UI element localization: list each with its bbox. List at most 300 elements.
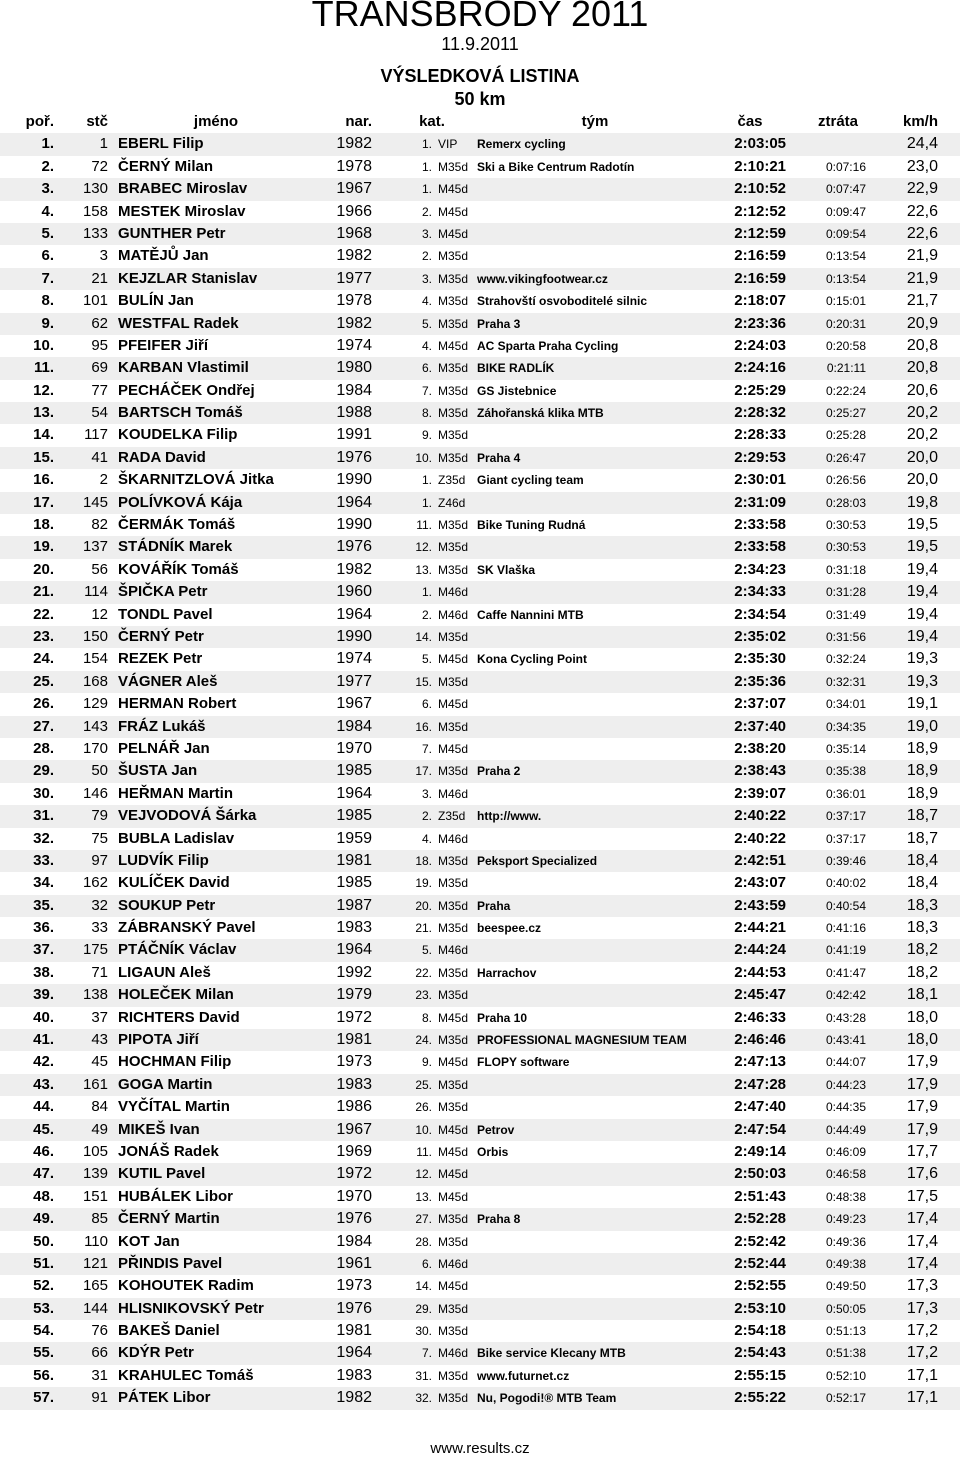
- time-cell: 2:16:59: [734, 269, 786, 287]
- gap-cell: 0:30:53: [825, 540, 866, 555]
- category-cell: M46d: [438, 607, 469, 622]
- category-cell: M35d: [438, 518, 469, 533]
- header-speed: km/h: [902, 113, 938, 130]
- category-cell: M35d: [438, 562, 469, 577]
- time-cell: 2:53:10: [734, 1299, 786, 1317]
- name-cell: ČERNÝ Petr: [118, 627, 204, 645]
- name-cell: JONÁŠ Radek: [118, 1142, 219, 1160]
- speed-cell: 20,8: [906, 336, 938, 354]
- category-cell: M35d: [438, 271, 469, 286]
- name-cell: PFEIFER Jiří: [118, 336, 209, 354]
- time-cell: 2:33:58: [734, 516, 786, 534]
- time-cell: 2:43:07: [734, 874, 786, 892]
- category-cell: M35d: [438, 428, 469, 443]
- category-cell: M35d: [438, 965, 469, 980]
- gap-cell: 0:09:54: [825, 226, 866, 241]
- position-cell: 26.: [33, 695, 54, 713]
- speed-cell: 18,2: [906, 963, 938, 981]
- category-rank-cell: 21.: [415, 921, 432, 936]
- name-cell: KOVÁŘÍK Tomáš: [118, 560, 239, 578]
- category-cell: M45d: [438, 1055, 469, 1070]
- category-cell: M35d: [438, 406, 469, 421]
- category-cell: M35d: [438, 1100, 469, 1115]
- position-cell: 12.: [33, 381, 54, 399]
- category-cell: M35d: [438, 316, 469, 331]
- name-cell: ČERMÁK Tomáš: [118, 516, 236, 534]
- time-cell: 2:55:15: [734, 1366, 786, 1384]
- birth-year-cell: 1981: [336, 851, 372, 869]
- team-cell: AC Sparta Praha Cycling: [477, 338, 619, 353]
- table-row: [0, 1342, 960, 1364]
- category-rank-cell: 25.: [415, 1077, 432, 1092]
- birth-year-cell: 1973: [336, 1277, 372, 1295]
- category-rank-cell: 7.: [421, 741, 432, 756]
- position-cell: 19.: [33, 538, 54, 556]
- team-cell: Praha: [477, 898, 511, 913]
- table-row: [0, 872, 960, 894]
- gap-cell: 0:13:54: [825, 271, 866, 286]
- results-table: [0, 111, 960, 1410]
- bib-cell: 62: [91, 314, 108, 332]
- category-cell: M35d: [438, 674, 469, 689]
- name-cell: VYČÍTAL Martin: [118, 1098, 230, 1116]
- bib-cell: 76: [91, 1322, 108, 1340]
- time-cell: 2:45:47: [734, 986, 786, 1004]
- category-rank-cell: 3.: [421, 226, 432, 241]
- gap-cell: 0:15:01: [825, 294, 866, 309]
- bib-cell: 50: [91, 762, 108, 780]
- category-rank-cell: 20.: [415, 898, 432, 913]
- table-row: [0, 738, 960, 760]
- speed-cell: 17,6: [906, 1165, 938, 1183]
- position-cell: 39.: [33, 986, 54, 1004]
- speed-cell: 18,4: [906, 851, 938, 869]
- category-cell: M35d: [438, 1234, 469, 1249]
- header-position: poř.: [25, 113, 54, 130]
- position-cell: 34.: [33, 874, 54, 892]
- table-row: [0, 604, 960, 626]
- speed-cell: 19,1: [906, 695, 938, 713]
- name-cell: POLÍVKOVÁ Kája: [118, 493, 243, 511]
- table-row: [0, 1365, 960, 1387]
- time-cell: 2:25:29: [734, 381, 786, 399]
- speed-cell: 17,4: [906, 1232, 938, 1250]
- position-cell: 23.: [33, 627, 54, 645]
- speed-cell: 18,7: [906, 829, 938, 847]
- category-rank-cell: 1.: [421, 182, 432, 197]
- table-row: [0, 201, 960, 223]
- gap-cell: 0:40:02: [825, 876, 866, 891]
- speed-cell: 18,7: [906, 807, 938, 825]
- category-rank-cell: 32.: [415, 1391, 432, 1406]
- time-cell: 2:16:59: [734, 247, 786, 265]
- gap-cell: 0:37:17: [825, 831, 866, 846]
- team-cell: Praha 10: [477, 1010, 528, 1025]
- category-rank-cell: 1.: [421, 473, 432, 488]
- bib-cell: 21: [91, 269, 108, 287]
- category-rank-cell: 2.: [421, 607, 432, 622]
- position-cell: 50.: [33, 1232, 54, 1250]
- team-cell: GS Jistebnice: [477, 383, 557, 398]
- bib-cell: 117: [84, 426, 108, 444]
- results-heading: VÝSLEDKOVÁ LISTINA: [380, 66, 580, 86]
- time-cell: 2:28:32: [734, 404, 786, 422]
- position-cell: 7.: [41, 269, 54, 287]
- speed-cell: 20,2: [906, 426, 938, 444]
- category-rank-cell: 12.: [415, 1167, 432, 1182]
- table-row: [0, 716, 960, 738]
- category-rank-cell: 5.: [421, 316, 432, 331]
- position-cell: 29.: [33, 762, 54, 780]
- event-date: 11.9.2011: [441, 34, 519, 54]
- position-cell: 22.: [33, 605, 54, 623]
- category-rank-cell: 11.: [416, 1144, 432, 1159]
- bib-cell: 145: [82, 493, 108, 511]
- position-cell: 8.: [41, 292, 54, 310]
- table-row: [0, 1186, 960, 1208]
- team-cell: Petrov: [477, 1122, 515, 1137]
- speed-cell: 17,5: [906, 1187, 938, 1205]
- category-cell: Z35d: [438, 473, 466, 488]
- gap-cell: 0:36:01: [825, 786, 866, 801]
- name-cell: MESTEK Miroslav: [118, 202, 246, 220]
- category-cell: M46d: [438, 831, 469, 846]
- position-cell: 51.: [33, 1254, 54, 1272]
- bib-cell: 95: [91, 336, 108, 354]
- table-header: [0, 111, 960, 133]
- table-row: [0, 760, 960, 782]
- table-row: [0, 380, 960, 402]
- table-row: [0, 536, 960, 558]
- gap-cell: 0:25:27: [825, 406, 866, 421]
- team-cell: Strahovští osvoboditelé silnic: [477, 294, 648, 309]
- category-cell: M45d: [438, 338, 469, 353]
- category-cell: M35d: [438, 1033, 469, 1048]
- time-cell: 2:54:43: [734, 1344, 786, 1362]
- category-rank-cell: 31.: [415, 1368, 432, 1383]
- position-cell: 54.: [33, 1322, 54, 1340]
- birth-year-cell: 1972: [336, 1165, 372, 1183]
- time-cell: 2:34:54: [734, 605, 786, 623]
- speed-cell: 21,9: [906, 247, 938, 265]
- table-row: [0, 648, 960, 670]
- name-cell: LIGAUN Aleš: [118, 963, 211, 981]
- time-cell: 2:03:05: [734, 135, 786, 153]
- gap-cell: 0:20:58: [825, 338, 866, 353]
- bib-cell: 49: [91, 1120, 108, 1138]
- bib-cell: 101: [82, 292, 108, 310]
- table-row: [0, 245, 960, 267]
- bib-cell: 146: [82, 784, 108, 802]
- time-cell: 2:34:23: [734, 560, 786, 578]
- bib-cell: 2: [99, 471, 108, 489]
- time-cell: 2:38:43: [734, 762, 786, 780]
- position-cell: 35.: [33, 896, 54, 914]
- bib-cell: 41: [91, 448, 108, 466]
- category-rank-cell: 26.: [415, 1100, 432, 1115]
- position-cell: 52.: [33, 1277, 54, 1295]
- gap-cell: 0:48:38: [825, 1189, 866, 1204]
- position-cell: 33.: [33, 851, 54, 869]
- table-row: [0, 1096, 960, 1118]
- name-cell: HOLEČEK Milan: [118, 986, 234, 1004]
- position-cell: 40.: [33, 1008, 54, 1026]
- name-cell: LUDVÍK Filip: [118, 851, 209, 869]
- gap-cell: 0:21:11: [826, 361, 866, 376]
- position-cell: 45.: [33, 1120, 54, 1138]
- speed-cell: 19,4: [906, 560, 938, 578]
- category-cell: M35d: [438, 719, 469, 734]
- speed-cell: 17,4: [906, 1210, 938, 1228]
- birth-year-cell: 1970: [336, 1187, 372, 1205]
- category-rank-cell: 4.: [421, 338, 432, 353]
- speed-cell: 19,4: [906, 605, 938, 623]
- team-cell: Záhořanská klika MTB: [477, 406, 604, 421]
- category-rank-cell: 3.: [421, 786, 432, 801]
- gap-cell: 0:31:49: [825, 607, 866, 622]
- position-cell: 5.: [41, 224, 54, 242]
- name-cell: PÁTEK Libor: [118, 1389, 211, 1407]
- speed-cell: 19,5: [906, 538, 938, 556]
- birth-year-cell: 1977: [336, 672, 372, 690]
- speed-cell: 18,9: [906, 784, 938, 802]
- category-cell: M46d: [438, 1346, 469, 1361]
- time-cell: 2:46:46: [734, 1031, 786, 1049]
- table-row: [0, 805, 960, 827]
- position-cell: 25.: [33, 672, 54, 690]
- speed-cell: 18,9: [906, 762, 938, 780]
- gap-cell: 0:13:54: [825, 249, 866, 264]
- category-cell: M46d: [438, 585, 469, 600]
- name-cell: SOUKUP Petr: [118, 896, 216, 914]
- bib-cell: 114: [84, 583, 108, 601]
- name-cell: HERMAN Robert: [118, 695, 237, 713]
- team-cell: SK Vlaška: [477, 562, 536, 577]
- birth-year-cell: 1977: [336, 269, 372, 287]
- bib-cell: 33: [91, 919, 108, 937]
- speed-cell: 22,6: [906, 202, 938, 220]
- category-cell: VIP: [438, 137, 458, 152]
- category-cell: M35d: [438, 159, 469, 174]
- time-cell: 2:47:40: [734, 1098, 786, 1116]
- category-rank-cell: 29.: [415, 1301, 432, 1316]
- name-cell: PŘINDIS Pavel: [118, 1254, 223, 1272]
- gap-cell: 0:22:24: [825, 383, 866, 398]
- name-cell: RADA David: [118, 448, 206, 466]
- gap-cell: 0:35:14: [825, 741, 866, 756]
- birth-year-cell: 1976: [336, 448, 372, 466]
- speed-cell: 17,7: [906, 1142, 938, 1160]
- speed-cell: 19,3: [906, 672, 938, 690]
- bib-cell: 161: [82, 1075, 108, 1093]
- speed-cell: 19,8: [906, 493, 938, 511]
- birth-year-cell: 1979: [336, 986, 372, 1004]
- time-cell: 2:31:09: [734, 493, 786, 511]
- birth-year-cell: 1983: [336, 1075, 372, 1093]
- table-row: [0, 357, 960, 379]
- table-row: [0, 581, 960, 603]
- birth-year-cell: 1990: [336, 516, 372, 534]
- speed-cell: 18,2: [906, 941, 938, 959]
- position-cell: 6.: [41, 247, 54, 265]
- bib-cell: 71: [91, 963, 108, 981]
- time-cell: 2:37:40: [734, 717, 786, 735]
- category-cell: M35d: [438, 294, 469, 309]
- table-row: [0, 917, 960, 939]
- gap-cell: 0:42:42: [825, 988, 866, 1003]
- category-cell: M45d: [438, 1279, 469, 1294]
- table-row: [0, 1007, 960, 1029]
- table-row: [0, 424, 960, 446]
- category-cell: M35d: [438, 1324, 469, 1339]
- speed-cell: 20,9: [906, 314, 938, 332]
- category-rank-cell: 22.: [415, 965, 432, 980]
- category-cell: M45d: [438, 182, 469, 197]
- name-cell: BUBLA Ladislav: [118, 829, 235, 847]
- birth-year-cell: 1984: [336, 381, 372, 399]
- speed-cell: 20,0: [906, 471, 938, 489]
- birth-year-cell: 1976: [336, 538, 372, 556]
- category-rank-cell: 1.: [421, 585, 432, 600]
- birth-year-cell: 1987: [336, 896, 372, 914]
- category-cell: M35d: [438, 383, 469, 398]
- birth-year-cell: 1967: [336, 180, 372, 198]
- team-cell: BIKE RADLÍK: [477, 361, 555, 376]
- gap-cell: 0:37:17: [825, 809, 866, 824]
- name-cell: PELNÁŘ Jan: [118, 739, 210, 757]
- birth-year-cell: 1985: [336, 874, 372, 892]
- position-cell: 48.: [33, 1187, 54, 1205]
- table-row: [0, 984, 960, 1006]
- birth-year-cell: 1985: [336, 807, 372, 825]
- table-row: [0, 313, 960, 335]
- speed-cell: 24,4: [906, 135, 938, 153]
- position-cell: 57.: [33, 1389, 54, 1407]
- category-cell: M35d: [438, 898, 469, 913]
- category-rank-cell: 8.: [421, 1010, 432, 1025]
- time-cell: 2:35:02: [734, 627, 786, 645]
- name-cell: HOCHMAN Filip: [118, 1053, 232, 1071]
- time-cell: 2:47:13: [734, 1053, 786, 1071]
- birth-year-cell: 1967: [336, 1120, 372, 1138]
- position-cell: 41.: [33, 1031, 54, 1049]
- category-cell: M45d: [438, 204, 469, 219]
- gap-cell: 0:28:03: [825, 495, 866, 510]
- time-cell: 2:52:42: [734, 1232, 786, 1250]
- team-cell: Nu, Pogodi!® MTB Team: [477, 1391, 617, 1406]
- category-cell: M35d: [438, 1391, 469, 1406]
- category-rank-cell: 11.: [416, 518, 432, 533]
- gap-cell: 0:09:47: [825, 204, 866, 219]
- speed-cell: 17,9: [906, 1075, 938, 1093]
- bib-cell: 91: [91, 1389, 108, 1407]
- bib-cell: 54: [91, 404, 108, 422]
- team-cell: Ski a Bike Centrum Radotín: [477, 159, 635, 174]
- birth-year-cell: 1976: [336, 1299, 372, 1317]
- table-row: [0, 1119, 960, 1141]
- name-cell: BARTSCH Tomáš: [118, 404, 243, 422]
- table-row: [0, 402, 960, 424]
- table-row: [0, 514, 960, 536]
- category-rank-cell: 17.: [415, 764, 432, 779]
- position-cell: 47.: [33, 1165, 54, 1183]
- birth-year-cell: 1988: [336, 404, 372, 422]
- time-cell: 2:40:22: [734, 829, 786, 847]
- bib-cell: 45: [91, 1053, 108, 1071]
- name-cell: HEŘMAN Martin: [118, 784, 233, 802]
- bib-cell: 69: [91, 359, 108, 377]
- position-cell: 24.: [33, 650, 54, 668]
- gap-cell: 0:40:54: [825, 898, 866, 913]
- bib-cell: 165: [82, 1277, 108, 1295]
- time-cell: 2:43:59: [734, 896, 786, 914]
- category-rank-cell: 14.: [415, 1279, 432, 1294]
- speed-cell: 21,9: [906, 269, 938, 287]
- category-rank-cell: 8.: [421, 406, 432, 421]
- name-cell: HLISNIKOVSKÝ Petr: [118, 1299, 264, 1317]
- gap-cell: 0:52:10: [825, 1368, 866, 1383]
- team-cell: Bike Tuning Rudná: [477, 518, 586, 533]
- name-cell: KOT Jan: [118, 1232, 180, 1250]
- name-cell: PECHÁČEK Ondřej: [118, 381, 255, 399]
- gap-cell: 0:30:53: [825, 518, 866, 533]
- name-cell: GUNTHER Petr: [118, 224, 226, 242]
- name-cell: MATĚJŮ Jan: [118, 247, 209, 265]
- name-cell: TONDL Pavel: [118, 605, 213, 623]
- birth-year-cell: 1981: [336, 1322, 372, 1340]
- gap-cell: 0:43:41: [825, 1033, 866, 1048]
- table-row: [0, 626, 960, 648]
- time-cell: 2:18:07: [734, 292, 786, 310]
- category-cell: M45d: [438, 697, 469, 712]
- category-cell: M45d: [438, 1167, 469, 1182]
- bib-cell: 168: [82, 672, 108, 690]
- table-row: [0, 447, 960, 469]
- bib-cell: 43: [91, 1031, 108, 1049]
- category-cell: M35d: [438, 1077, 469, 1092]
- position-cell: 14.: [33, 426, 54, 444]
- category-rank-cell: 15.: [415, 674, 432, 689]
- bib-cell: 121: [82, 1254, 108, 1272]
- birth-year-cell: 1984: [336, 717, 372, 735]
- team-cell: Giant cycling team: [477, 473, 584, 488]
- birth-year-cell: 1982: [336, 314, 372, 332]
- time-cell: 2:12:52: [734, 202, 786, 220]
- speed-cell: 17,3: [906, 1299, 938, 1317]
- position-cell: 42.: [33, 1053, 54, 1071]
- category-cell: M46d: [438, 1256, 469, 1271]
- speed-cell: 23,0: [906, 157, 938, 175]
- bib-cell: 144: [82, 1299, 108, 1317]
- birth-year-cell: 1972: [336, 1008, 372, 1026]
- bib-cell: 77: [91, 381, 108, 399]
- table-row: [0, 783, 960, 805]
- speed-cell: 20,8: [906, 359, 938, 377]
- position-cell: 11.: [33, 359, 54, 377]
- speed-cell: 22,6: [906, 224, 938, 242]
- gap-cell: 0:43:28: [825, 1010, 866, 1025]
- bib-cell: 12: [91, 605, 108, 623]
- time-cell: 2:47:28: [734, 1075, 786, 1093]
- gap-cell: 0:49:36: [825, 1234, 866, 1249]
- speed-cell: 19,5: [906, 516, 938, 534]
- gap-cell: 0:20:31: [825, 316, 866, 331]
- time-cell: 2:44:21: [734, 919, 786, 937]
- bib-cell: 56: [91, 560, 108, 578]
- time-cell: 2:10:52: [734, 180, 786, 198]
- bib-cell: 31: [91, 1366, 108, 1384]
- gap-cell: 0:51:13: [825, 1324, 866, 1339]
